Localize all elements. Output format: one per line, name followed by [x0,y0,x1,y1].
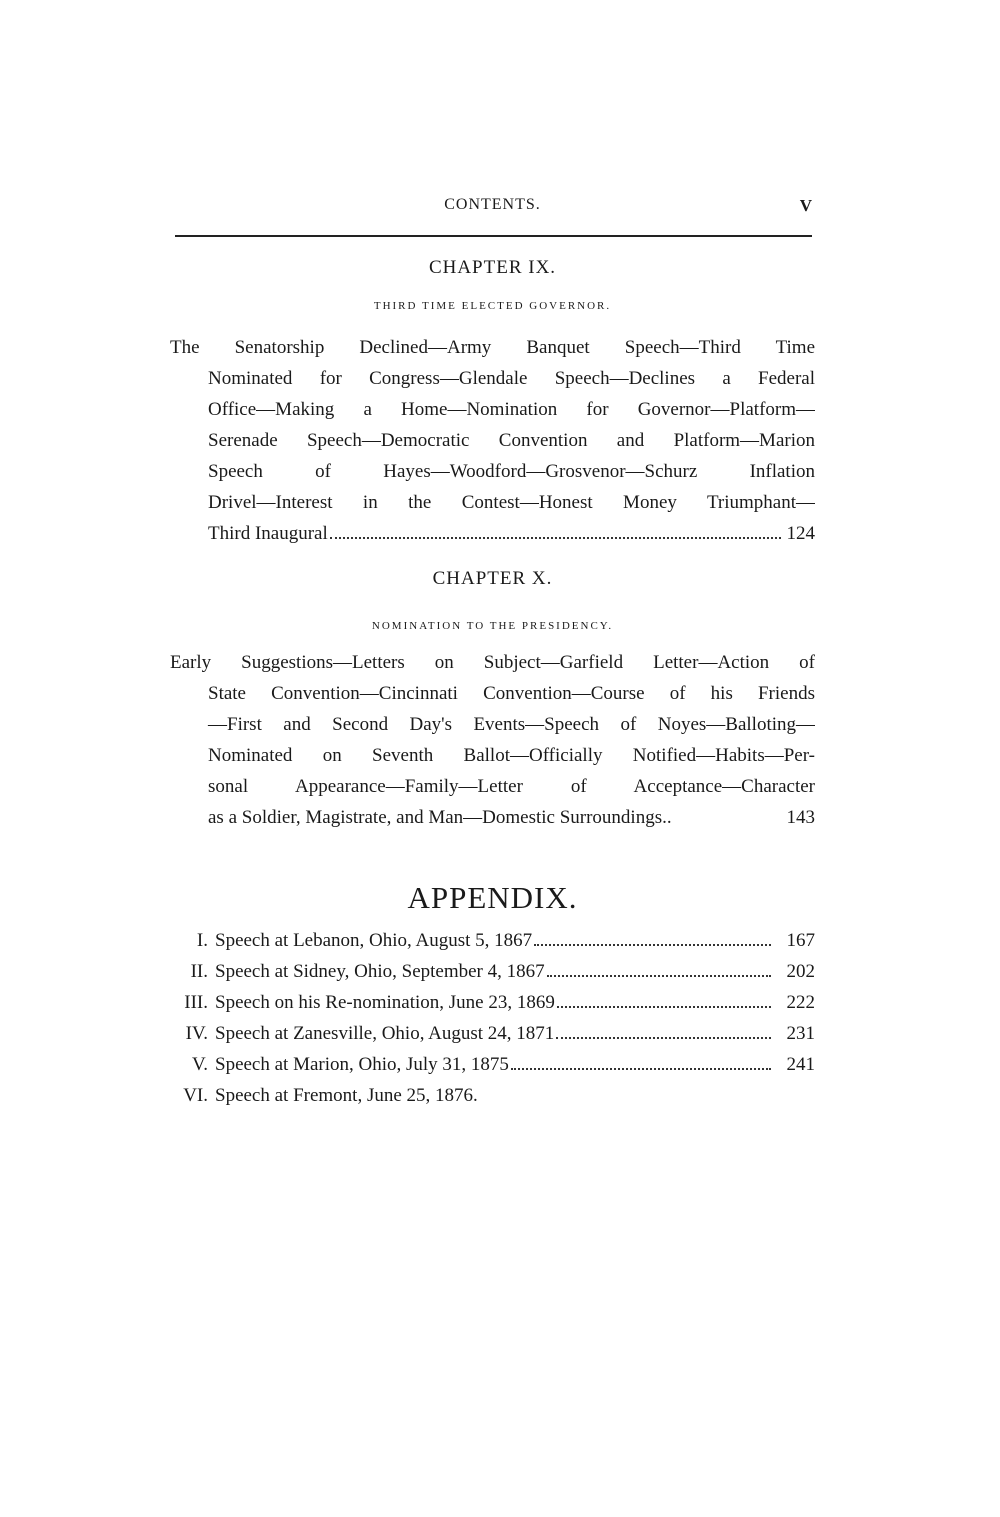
item-page: 241 [786,1054,815,1075]
summary-line: Early Suggestions—Letters on Subject—Garfield Letter—Action of [170,652,815,673]
summary-line: Nominated for Congress—Glendale Speech—Declines a Federal [208,368,815,389]
item-page: 231 [786,1023,815,1044]
toc-page-number: 124 [786,523,815,544]
appendix-item [165,1049,815,1080]
appendix-item [165,956,815,987]
item-title: Speech at Sidney, Ohio, September 4, 1867 [215,961,545,982]
appendix-item [165,925,815,956]
summary-line: Speech of Hayes—Woodford—Grosvenor—Schurz Inflation [208,461,815,482]
chapter-x-heading: CHAPTER X. [432,568,553,589]
summary-line: State Convention—Cincinnati Convention—Course of his Friends [208,683,815,704]
toc-page-number: 143 [786,807,815,828]
dot-leader [534,944,771,946]
dot-leader [511,1068,771,1070]
chapter-ix-subtitle: THIRD TIME ELECTED GOVERNOR. [373,300,612,312]
summary-line: as a Soldier, Magistrate, and Man—Domestic Surroundings.. [208,807,672,828]
item-page: 202 [786,961,815,982]
appendix-list [165,925,815,1111]
dot-leader [330,537,781,539]
item-page: 167 [786,930,815,951]
item-numeral: IV. [185,1023,208,1044]
chapter-ix-summary [170,332,815,549]
header-rule [175,235,812,237]
item-numeral: I. [196,930,208,951]
item-title: Speech at Marion, Ohio, July 31, 1875 [215,1054,509,1075]
summary-line: Nominated on Seventh Ballot—Officially Notified—Habits—Per- [208,745,815,766]
running-head [170,196,815,220]
appendix-item [165,1080,815,1111]
item-title: Speech at Zanesville, Ohio, August 24, 1871 [215,1023,555,1044]
chapter-ix-heading: CHAPTER IX. [428,257,557,278]
item-numeral: V. [191,1054,208,1075]
appendix-title: APPENDIX. [407,880,578,915]
chapter-x-subtitle: NOMINATION TO THE PRESIDENCY. [371,620,614,632]
item-numeral: VI. [183,1085,208,1106]
toc-entry-last-line [170,802,815,833]
running-head-title: CONTENTS. [444,196,541,213]
item-title: Speech at Lebanon, Ohio, August 5, 1867 [215,930,533,951]
dot-leader [547,975,771,977]
item-numeral: II. [190,961,208,982]
summary-line: Office—Making a Home—Nomination for Governor—Platform— [208,399,815,420]
dot-leader [556,1037,771,1039]
toc-entry-last-line [170,518,815,549]
item-title: Speech at Fremont, June 25, 1876. [215,1085,478,1106]
summary-line: Third Inaugural [208,523,328,544]
chapter-x-summary [170,647,815,833]
summary-line: The Senatorship Declined—Army Banquet Speech—Third Time [170,337,815,358]
item-page: 222 [786,992,815,1013]
page-number: V [799,196,813,215]
appendix-item [165,987,815,1018]
item-numeral: III. [184,992,208,1013]
summary-line: sonal Appearance—Family—Letter of Acceptance—Character [208,776,815,797]
appendix-item [165,1018,815,1049]
summary-line: —First and Second Day's Events—Speech of Noyes—Balloting— [208,714,815,735]
summary-line: Drivel—Interest in the Contest—Honest Money Triumphant— [208,492,815,513]
dot-leader [557,1006,771,1008]
item-title: Speech on his Re-nomination, June 23, 1869 [215,992,555,1013]
summary-line: Serenade Speech—Democratic Convention and Platform—Marion [208,430,815,451]
